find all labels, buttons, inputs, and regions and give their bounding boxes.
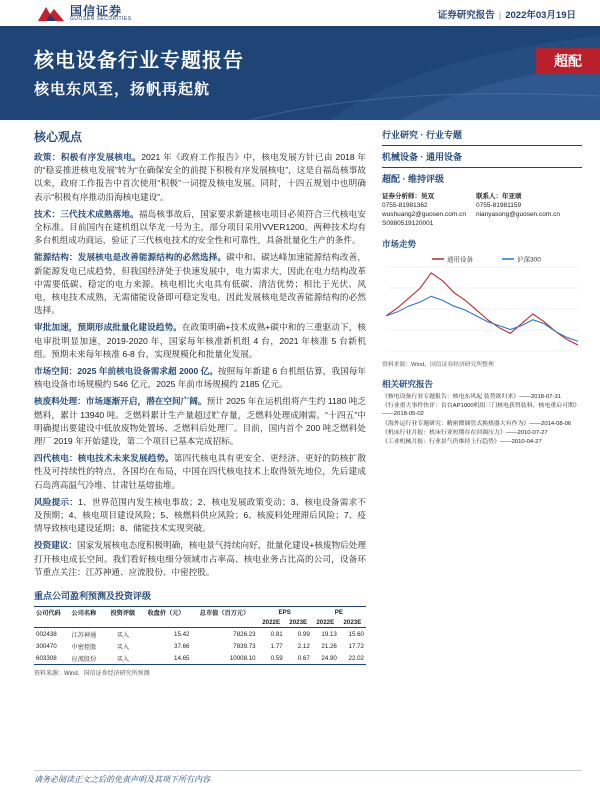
rating-label: 超配 · 维持评级	[382, 174, 444, 184]
paragraph-lead: 技术：三代技术成熟落地。	[34, 208, 139, 219]
legend-label: 通用设备	[447, 256, 473, 264]
paragraph-body: 预计 2025 年在运机组将产生约 1180 吨乏燃料，累计 13940 吨。乏燃料累计生产量超过贮存量，乏燃料处理成刚需。“十四五”中明确提出要建设中低放废物处置场、乏燃料后处理厂。目前，国内首个 200 吨乏燃料处理厂 2019 年开始建设，第二个项目已基本完成招标。	[34, 396, 366, 447]
paragraph-body: 碳中和、碳达峰加速能源结构改善，新能源发电已成趋势，但我国经济处于快速发展中，电力需求大，因此在电力结构改革中需要低碳、稳定的电力来源。核电相比火电具有低碳、清洁优势；相比于光伏、风电，核电技术成熟，无需储能设备即可稳定发电，因此发展核电是改善能源结构的必然选择。	[34, 252, 366, 316]
contact-label: 联系人：	[476, 193, 502, 200]
paragraph-lead: 投资建议：	[34, 540, 78, 551]
cell-pe22: 21.26	[321, 642, 337, 650]
cell-eps23: 0.67	[285, 652, 312, 665]
market-trend-chart	[382, 253, 582, 357]
analyst-contact	[476, 192, 560, 228]
cell-name: 江苏神通	[71, 631, 97, 639]
paragraph-lead: 审批加速，预期形成批量化建设趋势。	[34, 322, 182, 333]
related-report-link[interactable]: 《机床行业月报：机床行业短期存在回调压力》——2010-07-27	[382, 429, 548, 436]
cell-pe23: 17.72	[348, 642, 364, 650]
cell-eps23: 0.99	[297, 630, 310, 638]
cell-eps22: 0.59	[258, 652, 285, 665]
paragraph-body: 1、世界范围内发生核电事故；2、核电发展政策变动；3、核电设备需求不及预期；4、核电项目建设风险；5、核燃料供应风险；6、核废料处理滞后风险；7、疫情导致核电建设延期；8、储能技术实现突破。	[34, 496, 366, 534]
paragraph-lead: 核废料处理：市场逐渐开启，潜在空间广阔。	[34, 396, 207, 407]
report-subtitle: 核电东风至，扬帆再起航	[34, 81, 211, 98]
cell-pe22: 19.13	[321, 630, 337, 638]
cell-code: 603308	[34, 652, 70, 665]
table-row	[34, 652, 366, 665]
analyst-email: wushuang2@guosen.com.cn	[382, 211, 466, 218]
banner-decoration	[0, 26, 600, 120]
core-views-heading: 核心观点	[34, 130, 83, 144]
guosen-logo	[36, 1, 156, 25]
paragraph-energy-structure	[34, 251, 366, 317]
cell-mktcap: 7826.23	[233, 630, 256, 638]
cell-mktcap: 10008.10	[191, 652, 257, 665]
divider	[382, 145, 582, 146]
paragraph-policy	[34, 151, 366, 204]
industry-research-label: 行业研究 · 行业专题	[382, 130, 462, 140]
cell-eps23: 2.12	[297, 642, 310, 650]
paragraph-body: 福岛核事故后，国家要求新建核电项目必须符合三代核电安全标准。目前国内在建机组以华龙一号为主，部分项目采用VVER1200。两种技术均有多台机组成功商运，验证了三代核电技术的安全性和可靠性，具备批量化生产的条件。	[34, 208, 366, 246]
col-price: 收盘价（元）	[141, 607, 192, 619]
analyst-primary	[382, 192, 476, 228]
table-row	[34, 628, 366, 641]
analyst-label: 证券分析师：	[382, 193, 421, 200]
col-name: 公司名称	[70, 607, 106, 619]
cell-mktcap: 7839.73	[233, 642, 256, 650]
logo-text-en: GUOSEN SECURITIES	[70, 16, 132, 22]
cell-price: 15.42	[174, 630, 190, 638]
forecast-table-title: 重点公司盈利预测及投资评级	[34, 591, 152, 602]
report-type: 证券研究报告	[437, 10, 495, 21]
col-eps-2023e: 2023E	[285, 618, 312, 628]
paragraph-approval	[34, 321, 366, 361]
footer-divider	[34, 770, 582, 771]
top-bar	[0, 0, 600, 26]
footer-disclaimer: 请务必阅读正文之后的免责声明及其项下所有内容	[34, 775, 210, 784]
paragraph-lead: 市场空间：2025 年前核电设备需求超 2000 亿。	[34, 366, 218, 377]
series-line-1	[386, 296, 578, 341]
chart-legend	[432, 255, 541, 264]
paragraph-body: 2021 年《政府工作报告》中，核电发展方针已由 2018 年的“稳妥推进核电发展”转为“在确保安全的前提下积极有序发展核电”，这是自福岛核事故以来，政府工作报告中首次使用“积极”一词提及核电发展。同时，十四五规划中也明确表示“积极有序推动沿海核电建设”。	[34, 152, 366, 202]
cell-pe22: 24.90	[312, 652, 339, 665]
report-meta: 证券研究报告 | 2022年03月19日	[437, 10, 576, 21]
paragraph-lead: 政策：积极有序发展核电。	[34, 152, 142, 162]
sector-label: 机械设备 · 通用设备	[382, 152, 462, 162]
paragraph-technology	[34, 208, 366, 248]
analyst-phone: 0755-81981362	[382, 202, 428, 209]
contact-phone: 0755-81981159	[476, 202, 522, 209]
core-views-column	[34, 128, 366, 677]
related-reports-title: 相关研究报告	[382, 379, 434, 389]
rating-badge: 超配	[536, 48, 600, 74]
paragraph-lead: 能源结构：发展核电是改善能源结构的必然选择。	[34, 252, 227, 263]
related-report-link[interactable]: 《海外运行业专题研究：精密微调管式换热器大有作为》——2014-08-06	[382, 420, 572, 427]
col-eps-2022e: 2022E	[258, 618, 285, 628]
col-eps: EPS	[258, 607, 312, 619]
paragraph-lead: 风险提示：	[34, 496, 79, 507]
paragraph-body: 第四代核电具有更安全、更经济、更好的防核扩散性及可持续性的特点，各国均在布局，中国在四代核电技术上取得领先地位，先后建成石岛湾高温气冷堆、甘肃钍基熔盐堆。	[34, 453, 366, 490]
col-pe-2023e: 2023E	[339, 618, 366, 628]
market-trend-title: 市场走势	[382, 239, 417, 249]
col-code: 公司代码	[34, 607, 70, 619]
related-reports-list	[382, 393, 582, 446]
cell-rating: 买入	[105, 652, 141, 665]
paragraph-risks	[34, 496, 366, 536]
cell-rating: 买入	[116, 631, 130, 639]
sidebar-column	[382, 128, 582, 447]
chart-grid	[386, 267, 578, 351]
analyst-block	[382, 192, 582, 228]
paragraph-investment	[34, 539, 366, 579]
logo-mark-icon	[36, 3, 66, 23]
title-banner	[0, 26, 600, 120]
paragraph-fourth-gen	[34, 452, 366, 492]
paragraph-lead: 四代核电：核电技术未来发展趋势。	[34, 453, 174, 464]
related-report-link[interactable]: 《行业重大事件快评：首台AP1000机组三门核电获得装料，核电重启可期》——2018-05-02	[382, 403, 580, 418]
table-source-note: 资料来源：Wind、国信证券经济研究所预测	[34, 671, 150, 678]
cell-code: 300470	[36, 642, 57, 650]
paragraph-body: 按照每年新建 6 台机组估算，我国每年核电设备市场规模约 546 亿元，2025 年前市场规模约 2185 亿元。	[34, 366, 366, 390]
table-row	[34, 640, 366, 652]
paragraph-body: 国家发展核电态度积极明确，核电景气持续向好，批量化建设+核废物后处理打开核电成长空间。我们看好核电细分领域市占率高、核电业务占比高的公司，设备环节重点关注：江苏神通、应流股份、中密控股。	[34, 540, 366, 577]
cell-eps22: 1.77	[270, 642, 283, 650]
cell-pe23: 15.60	[348, 630, 364, 638]
cell-name: 中密控股	[71, 643, 97, 651]
contact-email: nianyasong@guosen.com.cn	[476, 211, 560, 218]
analyst-name: 吴双	[421, 193, 434, 200]
legend-label: 沪深300	[517, 256, 541, 264]
paragraph-body: 在政策明确+技术成熟+碳中和的三重驱动下，核电审批明显加速，2019-2020 年，国家每年核准新机组 4 台，2021 年核准 5 台新机组。预期未来每年核准 6-8 台，实现规模化和批量化发展。	[34, 322, 366, 359]
related-report-link[interactable]: 《工业机械月报：行业景气仍维持上行趋势》——2010-04-27	[382, 439, 542, 446]
cell-rating: 买入	[116, 643, 130, 651]
analyst-cert: S0980519120001	[382, 220, 434, 227]
divider	[382, 167, 582, 168]
cell-name: 应流股份	[70, 652, 106, 665]
chart-source-note: 资料来源：Wind、国信证券经济研究所整理	[382, 362, 494, 368]
col-rating: 投资评级	[105, 607, 141, 619]
col-pe-2022e: 2022E	[312, 618, 339, 628]
cell-price: 14.65	[141, 652, 192, 665]
forecast-table	[34, 606, 366, 665]
logo-text-cn: 国信证券	[70, 4, 123, 18]
cell-pe23: 22.02	[339, 652, 366, 665]
cell-eps22: 0.81	[270, 630, 283, 638]
report-date: 2022年03月19日	[505, 10, 576, 21]
paragraph-market-space	[34, 365, 366, 391]
related-report-link[interactable]: 《核电设备行业专题报告：核电东风起 装势欲归来》——2018-07-31	[382, 394, 562, 400]
market-trend-svg	[382, 253, 582, 357]
cell-price: 37.66	[174, 642, 190, 650]
col-mktcap: 总市值（百万元）	[191, 607, 257, 619]
col-pe: PE	[312, 607, 366, 619]
contact-name: 年亚颂	[502, 193, 522, 200]
paragraph-waste-processing	[34, 395, 366, 448]
report-title: 核电设备行业专题报告	[34, 50, 244, 72]
cell-code: 002438	[36, 630, 57, 638]
